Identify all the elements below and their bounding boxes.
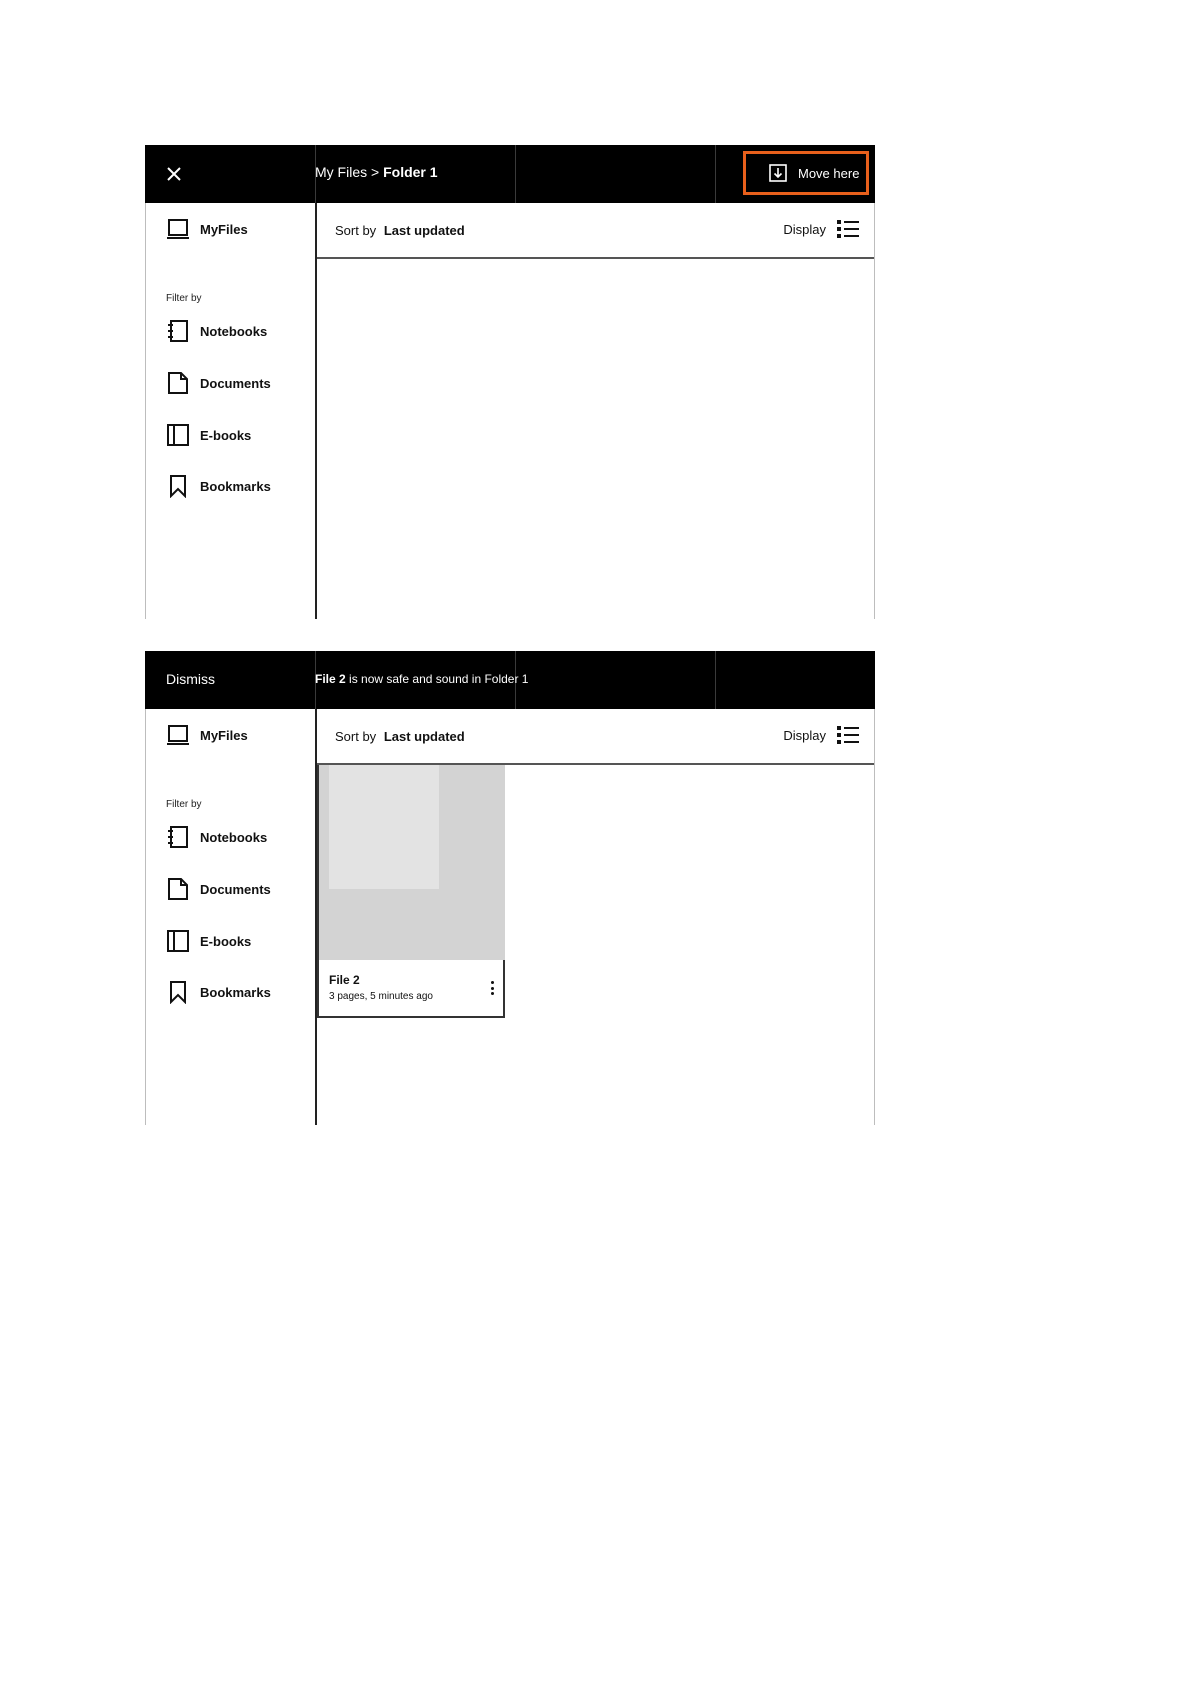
filter-label: Filter by bbox=[166, 799, 202, 810]
filter-label: Filter by bbox=[166, 293, 202, 304]
sidebar-item-label: Notebooks bbox=[200, 829, 268, 845]
file-name: File 2 bbox=[329, 973, 360, 987]
move-here-label: Move here bbox=[798, 165, 860, 181]
more-options-icon[interactable] bbox=[485, 979, 499, 997]
thumbnail-page bbox=[329, 765, 439, 889]
sidebar-item-notebooks[interactable] bbox=[166, 319, 267, 343]
device-icon bbox=[166, 723, 190, 747]
sidebar-item-label: Notebooks bbox=[200, 323, 268, 339]
sidebar bbox=[145, 709, 315, 1125]
file-meta: 3 pages, 5 minutes ago bbox=[329, 991, 433, 1002]
sidebar-item-label: MyFiles bbox=[200, 221, 248, 237]
sort-label: Sort by bbox=[335, 223, 377, 238]
breadcrumb-separator: > bbox=[371, 164, 380, 180]
sidebar-item-ebooks[interactable] bbox=[166, 423, 251, 447]
ebook-icon bbox=[166, 423, 190, 447]
sidebar-item-label: Documents bbox=[200, 375, 271, 391]
sidebar-item-label: Bookmarks bbox=[200, 984, 271, 1000]
bookmark-icon bbox=[166, 980, 190, 1004]
file-moved-screen bbox=[145, 651, 875, 1125]
sort-label: Sort by bbox=[335, 729, 377, 744]
sort-value: Last updated bbox=[383, 729, 465, 744]
sort-dropdown[interactable] bbox=[335, 223, 465, 238]
move-file-screen bbox=[145, 145, 875, 619]
ebook-icon bbox=[166, 929, 190, 953]
sidebar-item-label: E-books bbox=[200, 427, 252, 443]
sidebar-item-label: MyFiles bbox=[200, 727, 248, 743]
list-view-icon bbox=[836, 218, 860, 240]
sidebar bbox=[145, 203, 315, 619]
bookmark-icon bbox=[166, 474, 190, 498]
sort-value: Last updated bbox=[383, 223, 465, 238]
display-label: Display bbox=[783, 727, 826, 743]
sort-bar bbox=[317, 203, 874, 259]
device-icon bbox=[166, 217, 190, 241]
sort-bar bbox=[317, 709, 874, 765]
close-button[interactable] bbox=[159, 160, 189, 188]
breadcrumb bbox=[315, 164, 438, 180]
display-button[interactable] bbox=[783, 724, 860, 746]
sidebar-item-documents[interactable] bbox=[166, 371, 271, 395]
sidebar-item-ebooks[interactable] bbox=[166, 929, 251, 953]
file-card[interactable] bbox=[317, 765, 505, 1018]
notebook-icon bbox=[166, 825, 190, 849]
file-area bbox=[315, 203, 875, 619]
sidebar-item-label: Documents bbox=[200, 881, 271, 897]
sidebar-item-label: E-books bbox=[200, 933, 252, 949]
file-thumbnail bbox=[319, 765, 505, 960]
snackbar-message-text: is now safe and sound in Folder 1 bbox=[349, 672, 529, 686]
sidebar-item-notebooks[interactable] bbox=[166, 825, 267, 849]
bar-divider bbox=[715, 145, 716, 203]
document-icon bbox=[166, 877, 190, 901]
bar-divider bbox=[715, 651, 716, 709]
top-bar bbox=[145, 145, 875, 203]
snackbar bbox=[145, 651, 875, 709]
move-down-icon bbox=[768, 163, 788, 183]
notebook-icon bbox=[166, 319, 190, 343]
dismiss-button[interactable]: Dismiss bbox=[166, 671, 215, 687]
document-icon bbox=[166, 371, 190, 395]
sidebar-item-bookmarks[interactable] bbox=[166, 980, 271, 1004]
list-view-icon bbox=[836, 724, 860, 746]
snackbar-file-name: File 2 bbox=[315, 672, 346, 686]
sidebar-item-label: Bookmarks bbox=[200, 478, 271, 494]
breadcrumb-current: Folder 1 bbox=[383, 164, 438, 180]
file-area bbox=[315, 709, 875, 1125]
breadcrumb-root[interactable]: My Files bbox=[315, 164, 368, 180]
close-icon bbox=[166, 166, 182, 182]
sort-dropdown[interactable] bbox=[335, 729, 465, 744]
sidebar-item-documents[interactable] bbox=[166, 877, 271, 901]
sidebar-item-myfiles[interactable] bbox=[166, 217, 248, 241]
display-label: Display bbox=[783, 221, 826, 237]
move-here-button[interactable] bbox=[743, 151, 869, 195]
snackbar-message bbox=[315, 672, 528, 686]
display-button[interactable] bbox=[783, 218, 860, 240]
bar-divider bbox=[515, 145, 516, 203]
sidebar-item-myfiles[interactable] bbox=[166, 723, 248, 747]
sidebar-item-bookmarks[interactable] bbox=[166, 474, 271, 498]
